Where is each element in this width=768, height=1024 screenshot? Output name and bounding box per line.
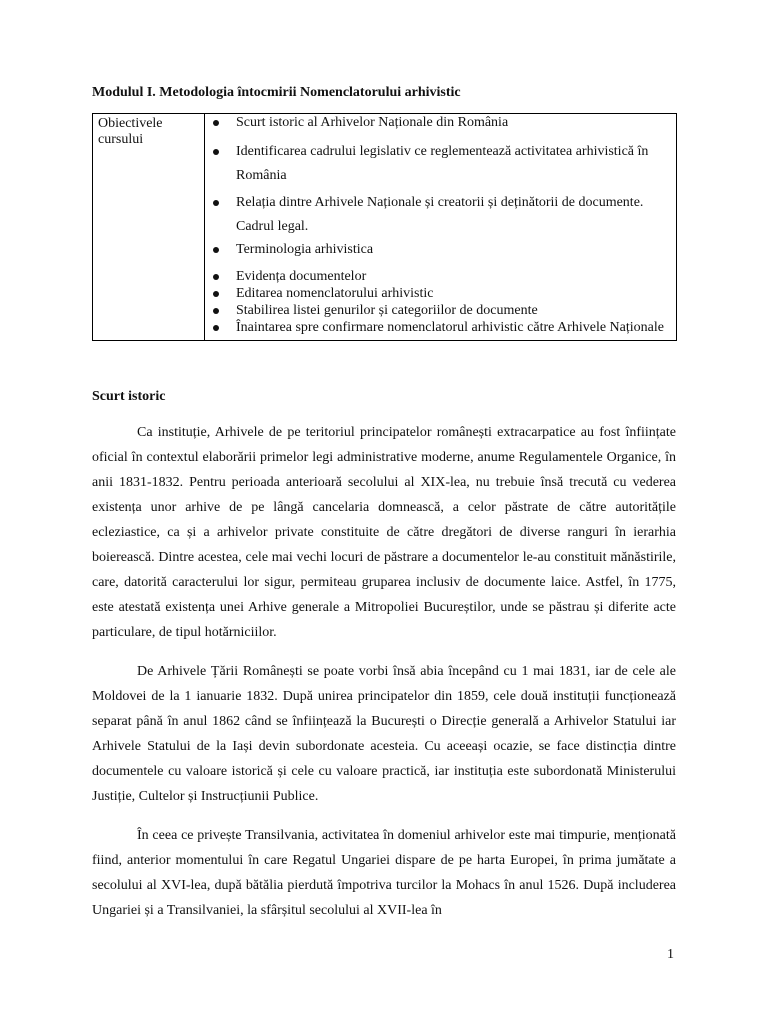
objective-item: Evidența documentelor	[236, 269, 672, 285]
paragraph: Ca instituție, Arhivele de pe teritoriul principatelor românești extracarpatice au fost înființate oficial în contextul elaborării primelor legi administrative moderne, anume Regulamentele Organice, în anii 1831-1832. Pentru perioada anterioară secolului al XIX-lea, nu trebuie însă trecută cu vederea existența unor arhive de pe lângă cancelaria domnească, a celor păstrate de către autoritățile ecleziastice, ca și a arhivelor private constituite de către dregători de diverse ranguri în ierarhia boierească. Dintre acestea, cele mai vechi locuri de păstrare a documentelor le-au constituit mănăstirile, care, datorită caracterului lor sigur, permiteau gruparea inclusiv de documente laice. Astfel, în 1775, este atestată existența unei Arhive generale a Mitropoliei Bucureștilor, unde se păstrau și diferite acte particulare, de tipul hotărniciilor.	[92, 425, 676, 640]
page-number: 1	[667, 947, 674, 962]
paragraph: De Arhivele Țării Românești se poate vorbi însă abia începând cu 1 mai 1831, iar de cele ale Moldovei de la 1 ianuarie 1832. După unirea principatelor din 1859, cele două instituții funcționează separat până în anul 1862 când se înființează la București o Direcție generală a Arhivelor Statului iar Arhivele Statului de la Iași devin subordonate acesteia. Cu aceeași ocazie, se face distincția dintre documentele cu valoare istorică și cele cu valoare practică, iar instituția este subordonată Ministerului Justiție, Cultelor și Instrucțiunii Publice.	[92, 664, 676, 804]
objective-item: Înaintarea spre confirmare nomenclatorul arhivistic către Arhivele Naționale	[236, 320, 672, 336]
objective-item: Editarea nomenclatorului arhivistic	[236, 286, 672, 302]
objective-item: Stabilirea listei genurilor și categoriilor de documente	[236, 303, 672, 319]
objectives-list	[236, 115, 672, 336]
objective-item: Identificarea cadrului legislativ ce reglementează activitatea arhivistică în România	[236, 140, 672, 188]
body-text	[92, 420, 676, 937]
objectives-list-cell	[205, 114, 677, 341]
paragraph: În ceea ce privește Transilvania, activitatea în domeniul arhivelor este mai timpurie, menționată fiind, anterior momentului în care Regatul Ungariei dispare de pe harta Europei, în prima jumătate a secolului al XVI-lea, după bătălia pierdută împotriva turcilor la Mohacs în anul 1526. După includerea Ungariei și a Transilvaniei, la sfârșitul secolului al XVII-lea în	[92, 828, 676, 918]
objective-item: Terminologia arhivistica	[236, 242, 672, 258]
section-heading: Scurt istoric	[92, 389, 166, 404]
objective-item: Relația dintre Arhivele Naționale și creatorii și deținătorii de documente. Cadrul legal.	[236, 191, 672, 239]
objectives-table	[92, 113, 677, 341]
document-title: Modulul I. Metodologia întocmirii Nomenclatorului arhivistic	[92, 85, 461, 100]
objective-item: Scurt istoric al Arhivelor Naționale din România	[236, 115, 672, 131]
objectives-label: Obiectivele cursului	[93, 114, 205, 341]
